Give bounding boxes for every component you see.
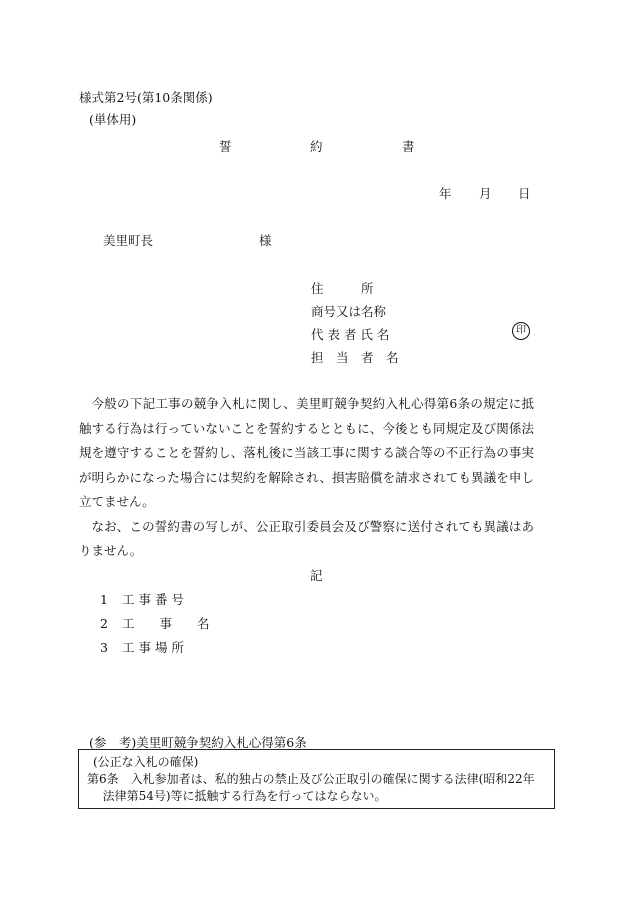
pledge-paragraph-1: 今般の下記工事の競争入札に関し、美里町競争契約入札心得第6条の規定に抵触する行為は行っていないことを誓約するとともに、今後とも同規定及び関係法規を遵守することを誓約し、落札後に当該工事に関する談合等の不正行為の事実が明らかになった場合には契約を解除され、損害賠償を請求されても異議を申し立てません。	[79, 396, 534, 509]
form-number: 様式第2号(第10条関係)	[79, 90, 213, 105]
item-number: 3	[100, 640, 108, 655]
signer-representative-label: 代 表 者 氏 名	[311, 327, 390, 342]
signer-company-label: 商号又は名称	[311, 304, 387, 319]
title-char-2: 約	[310, 139, 323, 154]
title-char-3: 書	[402, 139, 415, 154]
date-month: 月	[479, 186, 492, 201]
title-char-1: 誓	[219, 139, 232, 154]
list-item	[100, 590, 184, 608]
item-number: 1	[100, 592, 108, 607]
reference-article: 第6条 入札参加者は、私的独占の禁止及び公正取引の確保に関する法律(昭和22年法律第54号)等に抵触する行為を行ってはならない。	[87, 772, 535, 803]
usage-label: (単体用)	[89, 112, 137, 127]
reference-caption: (参 考)美里町競争契約入札心得第6条	[89, 735, 307, 750]
item-label: 工 事 名	[122, 616, 210, 631]
date-day: 日	[518, 186, 531, 201]
item-label: 工 事 場 所	[122, 640, 184, 655]
item-number: 2	[100, 616, 108, 631]
seal-mark: 印	[512, 322, 530, 340]
ki-heading: 記	[310, 568, 323, 583]
list-item	[100, 614, 210, 632]
reference-box	[78, 749, 555, 809]
signer-contact-label: 担 当 者 名	[311, 350, 399, 365]
pledge-paragraph-2: なお、この誓約書の写しが、公正取引委員会及び警察に送付されても異議はありません。	[79, 518, 534, 558]
reference-heading: (公正な入札の確保)	[93, 755, 199, 769]
signer-address-label: 住 所	[311, 281, 374, 296]
addressee-name: 美里町長	[103, 233, 154, 248]
item-label: 工 事 番 号	[122, 592, 184, 607]
date-year: 年	[439, 186, 452, 201]
pledge-body	[79, 392, 534, 564]
addressee-honorific: 様	[259, 233, 272, 248]
list-item	[100, 638, 184, 656]
